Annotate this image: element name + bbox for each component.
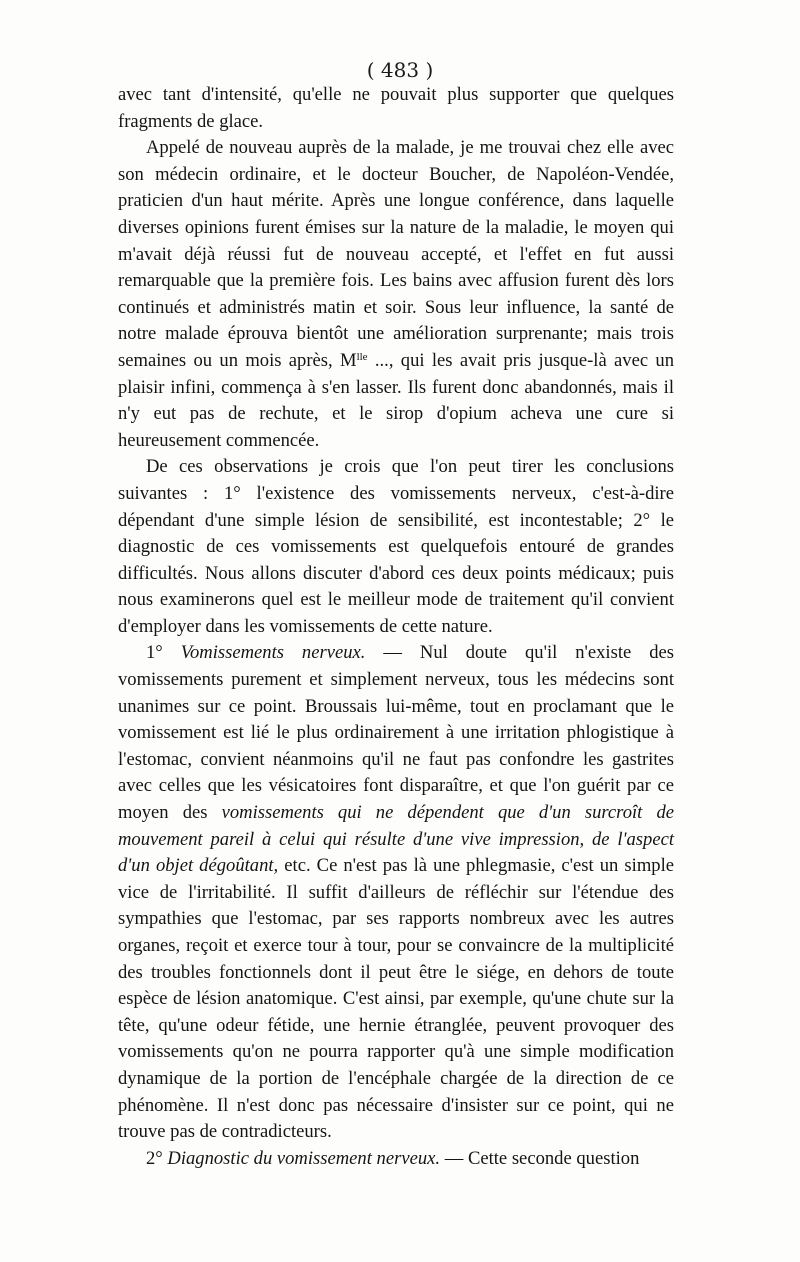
paragraph-4 [118,640,674,1145]
paragraph-2 [118,135,674,454]
mlle-abbreviation: M [340,349,357,371]
paragraph-3 [118,454,674,640]
paragraph-4-text-2: etc. Ce n'est pas là une phlegmasie, c'est un simple vice de l'irritabilité. Il suffit d'ailleurs de réfléchir sur l'étendue des sympathies que l'estomac, par ses rapports nombreux avec les autres organes, reçoit et exerce tour à tour, pour se convaincre de la multiplicité des troubles fonctionnels dont il peut être le siége, en dehors de toute espèce de lésion anatomique. C'est ainsi, par exemple, qu'une chute sur la tête, qu'une odeur fétide, une hernie étranglée, peuvent provoquer des vomissements qu'on ne pourra rapporter qu'à une simple modification dynamique de la portion de l'encéphale chargée de la direction de ce phénomène. Il n'est donc pas nécessaire d'insister sur ce point, qui ne trouve pas de contradicteurs. [118,855,674,1143]
paragraph-3-text: De ces observations je crois que l'on peut tirer les conclusions suivantes : 1° l'existence des vomissements nerveux, c'est-à-dire dépendant d'une simple lésion de sensibilité, est incontestable; 2° le diagnostic de ces vomissements est quelquefois entouré de grandes difficultés. Nous allons discuter d'abord ces deux points médicaux; puis nous examinerons quel est le meilleur mode de traitement qu'il convient d'employer dans les vomissements de cette nature. [118,456,674,637]
paragraph-2-text-after: ..., qui les avait pris jusque-là avec un plaisir infini, commença à s'en lasser. Ils furent donc abandonnés, mais il n'y eut pas de rechute, et le sirop d'opium acheva une cure si heureusement commencée. [118,349,674,451]
page-number: ( 483 ) [366,58,434,82]
section-heading-vomissements-nerveux: Vomissements nerveux. [180,642,366,664]
italic-quote: vomissements qui ne dépendent que d'un surcroît de mouvement pareil à celui qui résulte d'une vive impression, de l'aspect d'un objet dégoûtant, [118,802,674,877]
paragraph-1 [118,82,674,135]
paragraph-5 [118,1146,674,1173]
body-text [118,82,674,1172]
mlle-superscript: lle [356,350,368,363]
section-heading-diagnostic: Diagnostic du vomissement nerveux. [167,1147,441,1169]
paragraph-5-lead: 2° [146,1147,168,1169]
paragraph-4-text-1: — Nul doute qu'il n'existe des vomissements purement et simplement nerveux, tous les médecins sont unanimes sur ce point. Broussais lui-même, tout en proclamant que le vomissement est lié le plus ordinairement à une irritation phlogistique à l'estomac, convient néanmoins qu'il ne faut pas confondre les gastrites avec celles que les vésicatoires font disparaître, et que l'on guérit par ce moyen des [118,642,674,824]
paragraph-2-text: Appelé de nouveau auprès de la malade, je me trouvai chez elle avec son médecin ordinaire, et le docteur Boucher, de Napoléon-Vendée, praticien d'un haut mérite. Après une longue conférence, dans laquelle diverses opinions furent émises sur la nature de la maladie, le moyen qui m'avait déjà réussi fut de nouveau accepté, et l'effet en fut aussi remarquable que la première fois. Les bains avec affusion furent dès lors continués et administrés matin et soir. Sous leur influence, la santé de notre malade éprouva bientôt une amélioration surprenante; mais trois semaines ou un mois après, [118,137,674,371]
paragraph-4-lead: 1° [146,642,181,664]
paragraph-1-text: avec tant d'intensité, qu'elle ne pouvait plus supporter que quelques fragments de glace. [118,84,674,132]
paragraph-5-text-1: — Cette seconde question [440,1147,640,1169]
